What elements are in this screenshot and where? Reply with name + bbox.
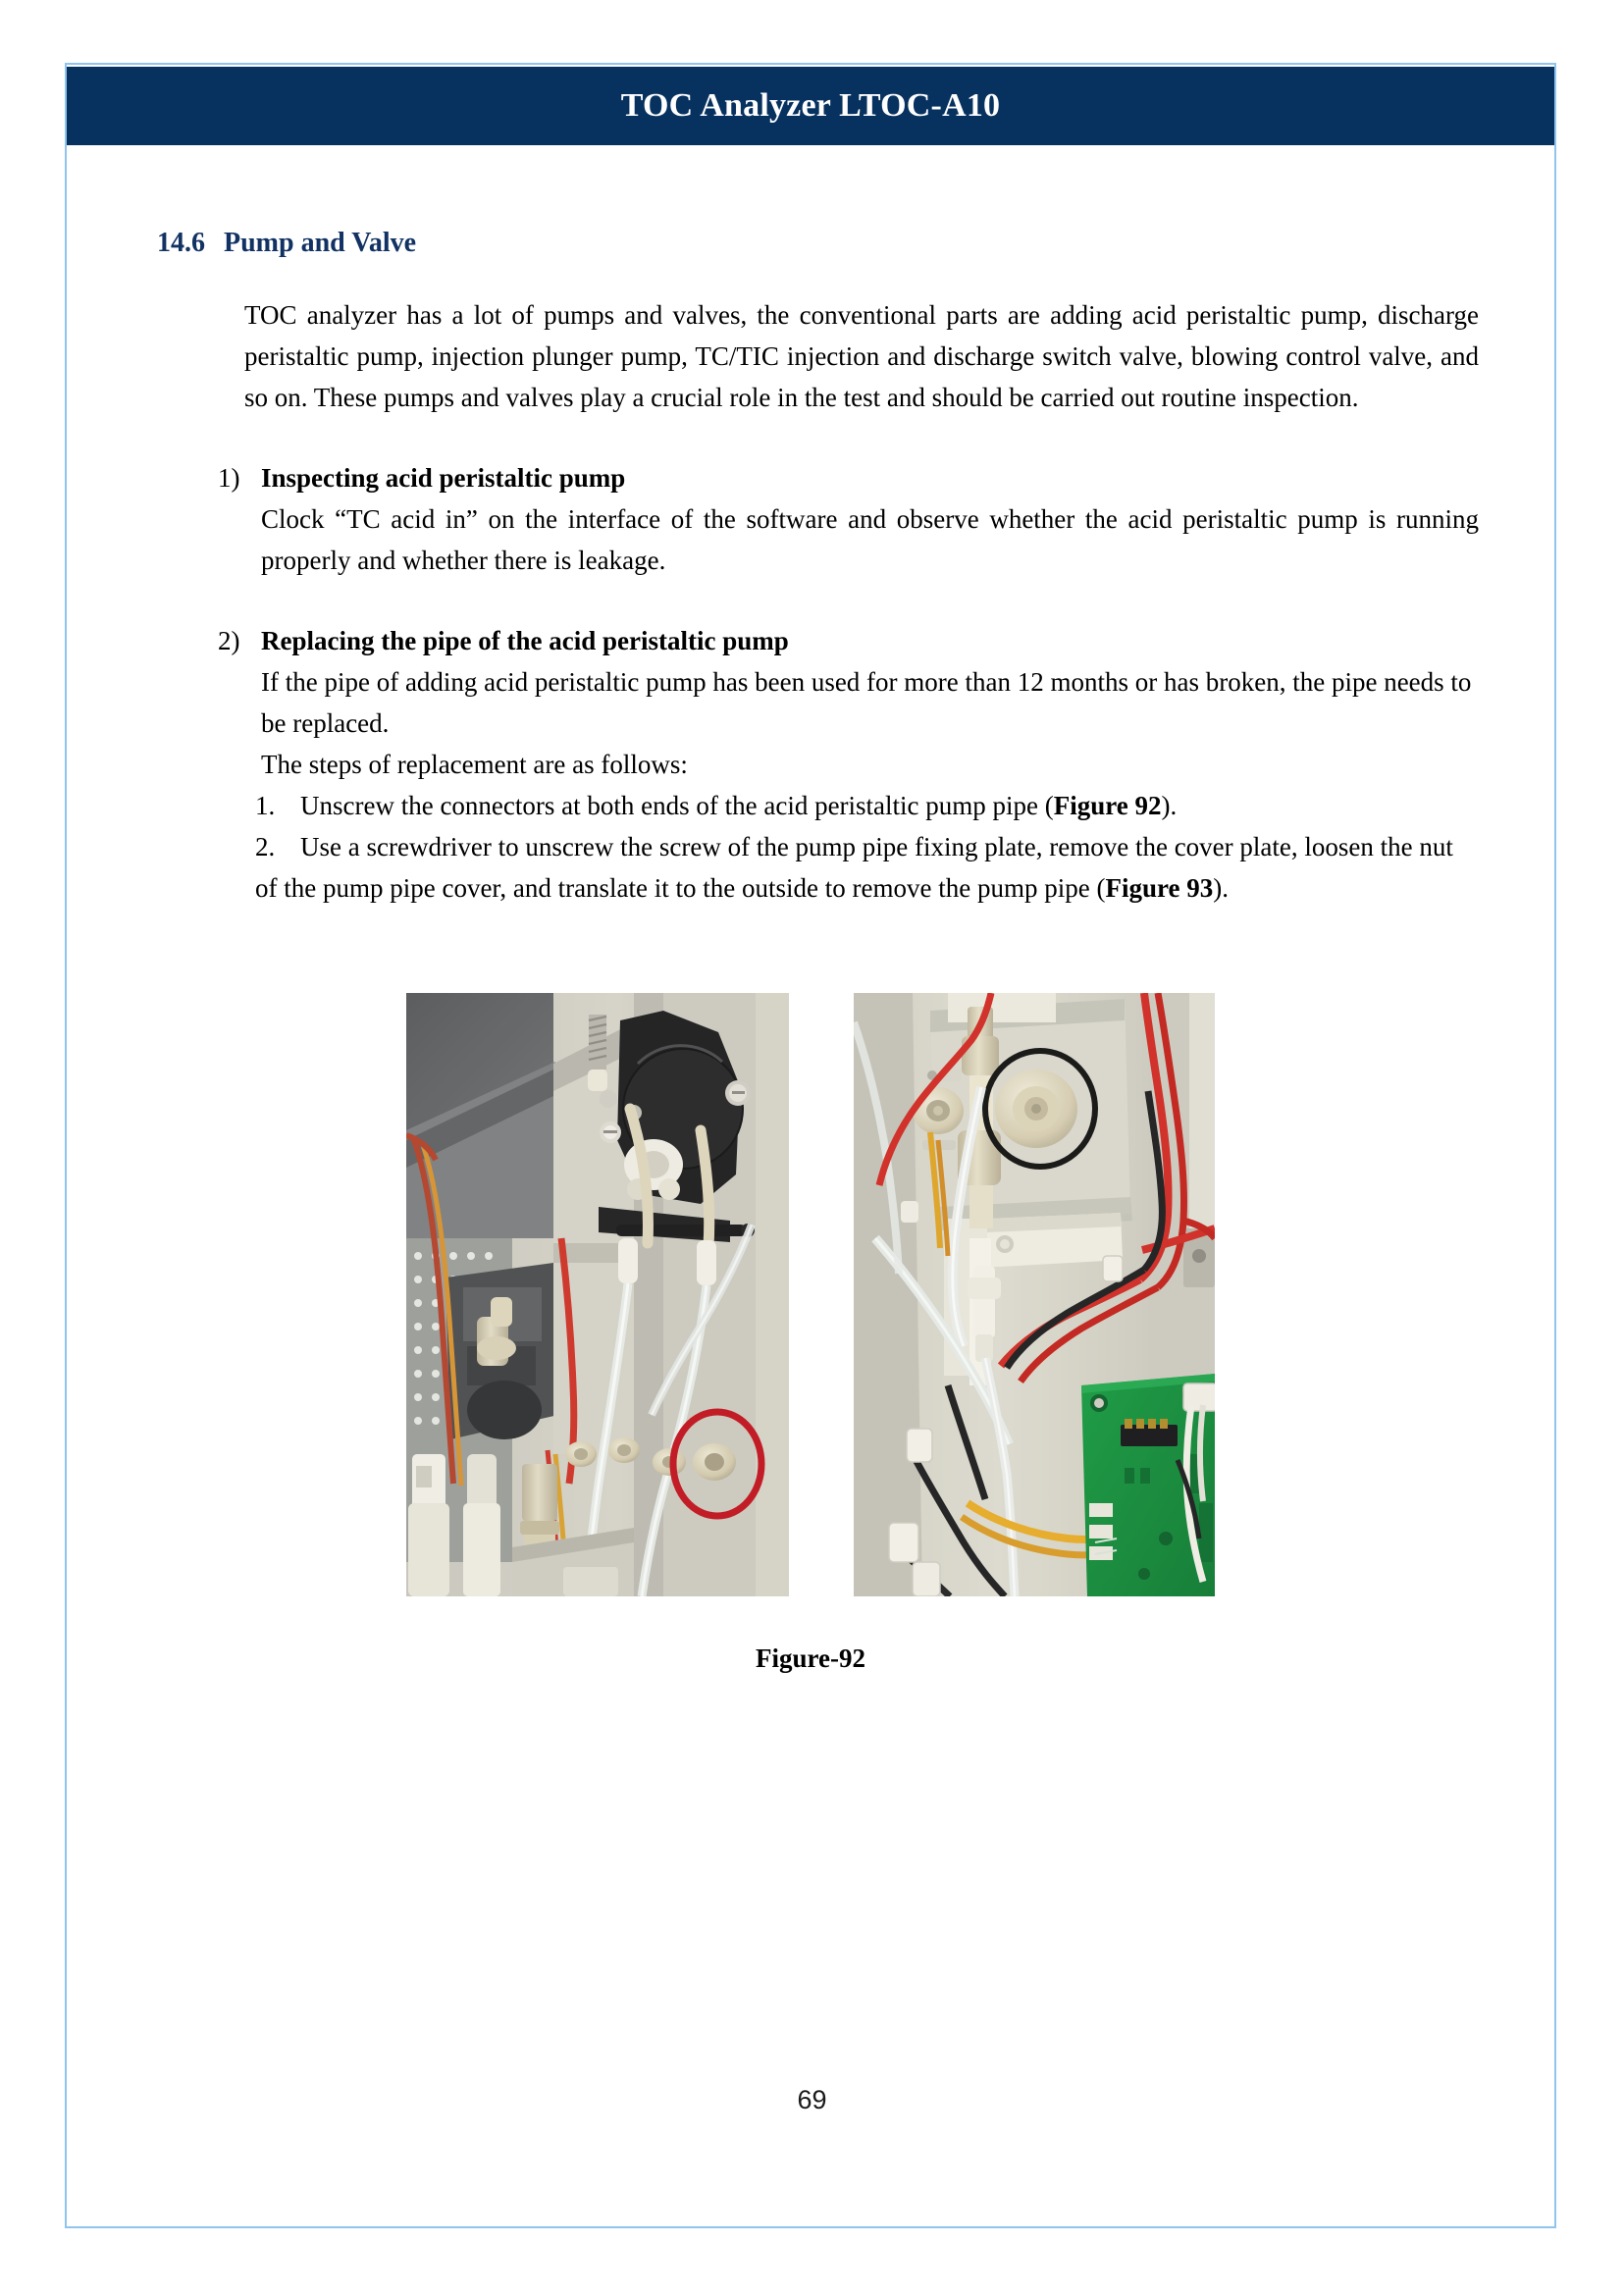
step-text-after: ). (1213, 873, 1229, 903)
step-item (255, 826, 1482, 909)
page-number: 69 (797, 2085, 827, 2114)
list-item-body: Clock “TC acid in” on the interface of the software and observe whether the acid peristaltic pump is running properly and whether there is leakage. (261, 504, 1479, 575)
section-title: Pump and Valve (224, 228, 417, 258)
step-marker: 2. (255, 832, 276, 861)
pump-pipe-cover-nut-photo (854, 993, 1215, 1596)
figure-92-block (65, 993, 1556, 1674)
step-text (255, 832, 1453, 903)
step-marker: 1. (255, 791, 276, 820)
list-item-body: If the pipe of adding acid peristaltic pump has been used for more than 12 months or has broken, the pipe needs to be replaced. (261, 667, 1472, 738)
section-number: 14.6 (157, 228, 205, 258)
list-item (218, 620, 1479, 785)
document-content (157, 228, 1492, 909)
list-item-marker: 1) (218, 463, 240, 493)
step-text-before: Use a screwdriver to unscrew the screw of the pump pipe fixing plate, remove the cover plate, loosen the nut of the pump pipe cover, and translate it to the outside to remove the pump pipe ( (255, 832, 1453, 903)
figure-image-row (65, 993, 1556, 1596)
page-header-band (67, 67, 1554, 145)
step-text (300, 791, 1177, 820)
figure-caption: Figure-92 (756, 1643, 865, 1673)
list-item (218, 457, 1479, 581)
list-item-marker: 2) (218, 626, 240, 655)
figure-reference: Figure 93 (1105, 873, 1214, 903)
steps-lead-in: The steps of replacement are as follows: (261, 750, 688, 779)
step-item (255, 785, 1482, 826)
step-text-after: ). (1161, 791, 1178, 820)
figure-reference: Figure 92 (1053, 791, 1162, 820)
section-heading (157, 228, 1492, 259)
page-title: TOC Analyzer LTOC-A10 (620, 87, 1001, 124)
step-text-before: Unscrew the connectors at both ends of the acid peristaltic pump pipe ( (300, 791, 1054, 820)
intro-paragraph: TOC analyzer has a lot of pumps and valves, the conventional parts are adding acid peristaltic pump, discharge peristaltic pump, injection plunger pump, TC/TIC injection and discharge switch valve, blowing control valve, and so on. These pumps and valves play a crucial role in the test and should be carried out routine inspection. (244, 300, 1479, 412)
list-item-title: Replacing the pipe of the acid peristaltic pump (261, 626, 789, 655)
peristaltic-pump-assembly-photo (406, 993, 789, 1596)
list-item-title: Inspecting acid peristaltic pump (261, 463, 626, 493)
